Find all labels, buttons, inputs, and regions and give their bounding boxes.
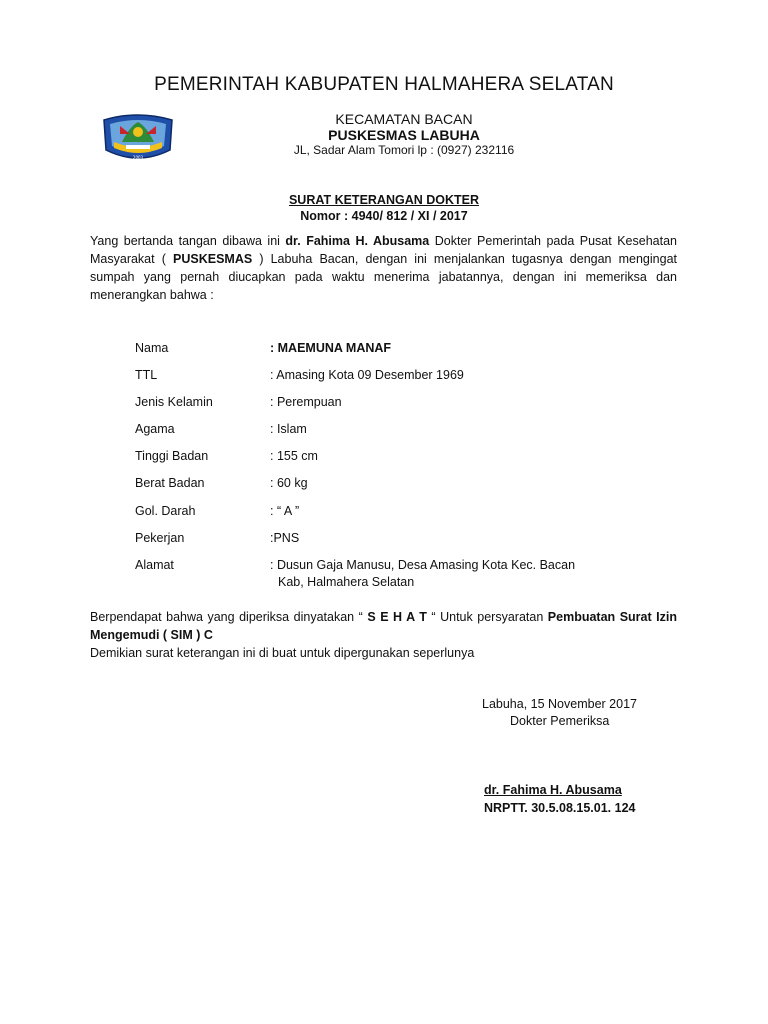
health-status: S E H A T <box>367 610 427 624</box>
place-date: Labuha, 15 November 2017 <box>482 697 637 711</box>
field-nama: Nama : MAEMUNA MANAF <box>135 341 392 355</box>
letter-title: SURAT KETERANGAN DOKTER <box>288 193 480 207</box>
intro-paragraph: Yang bertanda tangan dibawa ini dr. Fahima H. Abusama Dokter Pemerintah pada Pusat Kesehatan Masyarakat ( PUSKESMAS ) Labuha Bacan, dengan ini menjalankan tugasnya dengan mengingat sumpah yang pernah diucapkan pada waktu menerima jabatannya, dengan ini memeriksa dan menerangkan bahwa : <box>90 234 677 302</box>
signer-name: dr. Fahima H. Abusama <box>484 783 622 797</box>
svg-text:2003: 2003 <box>132 155 144 160</box>
conclusion-paragraph: Berpendapat bahwa yang diperiksa dinyatakan “ S E H A T “ Untuk persyaratan Pembuatan Surat Izin Mengemudi ( SIM ) C <box>90 610 678 642</box>
district-name: KECAMATAN BACAN <box>335 111 473 127</box>
signer-nip: NRPTT. 30.5.08.15.01. 124 <box>484 801 636 815</box>
doctor-name-inline: dr. Fahima H. Abusama <box>285 234 430 248</box>
field-alamat: Alamat : Dusun Gaja Manusu, Desa Amasing Kota Kec. Bacan Kab, Halmahera Selatan <box>135 558 576 589</box>
field-gol-darah: Gol. Darah : “ A ” <box>135 504 300 518</box>
field-ttl: TTL : Amasing Kota 09 Desember 1969 <box>135 368 464 382</box>
signer-role: Dokter Pemeriksa <box>510 714 610 728</box>
government-title: PEMERINTAH KABUPATEN HALMAHERA SELATAN <box>154 74 614 95</box>
clinic-name: PUSKESMAS LABUHA <box>328 127 480 143</box>
field-tinggi-badan: Tinggi Badan : 155 cm <box>135 449 318 463</box>
field-berat-badan: Berat Badan : 60 kg <box>135 476 308 490</box>
closing-statement: Demikian surat keterangan ini di buat untuk dipergunakan seperlunya <box>90 646 475 660</box>
field-agama: Agama : Islam <box>135 422 307 436</box>
purpose: Pembuatan Surat Izin Mengemudi ( SIM ) C <box>90 610 678 642</box>
field-pekerjaan: Pekerjan :PNS <box>135 531 300 545</box>
field-jenis-kelamin: Jenis Kelamin : Perempuan <box>135 395 342 409</box>
letter-number: Nomor : 4940/ 812 / XI / 2017 <box>300 209 468 223</box>
clinic-address: JL, Sadar Alam Tomori lp : (0927) 232116 <box>293 143 515 157</box>
